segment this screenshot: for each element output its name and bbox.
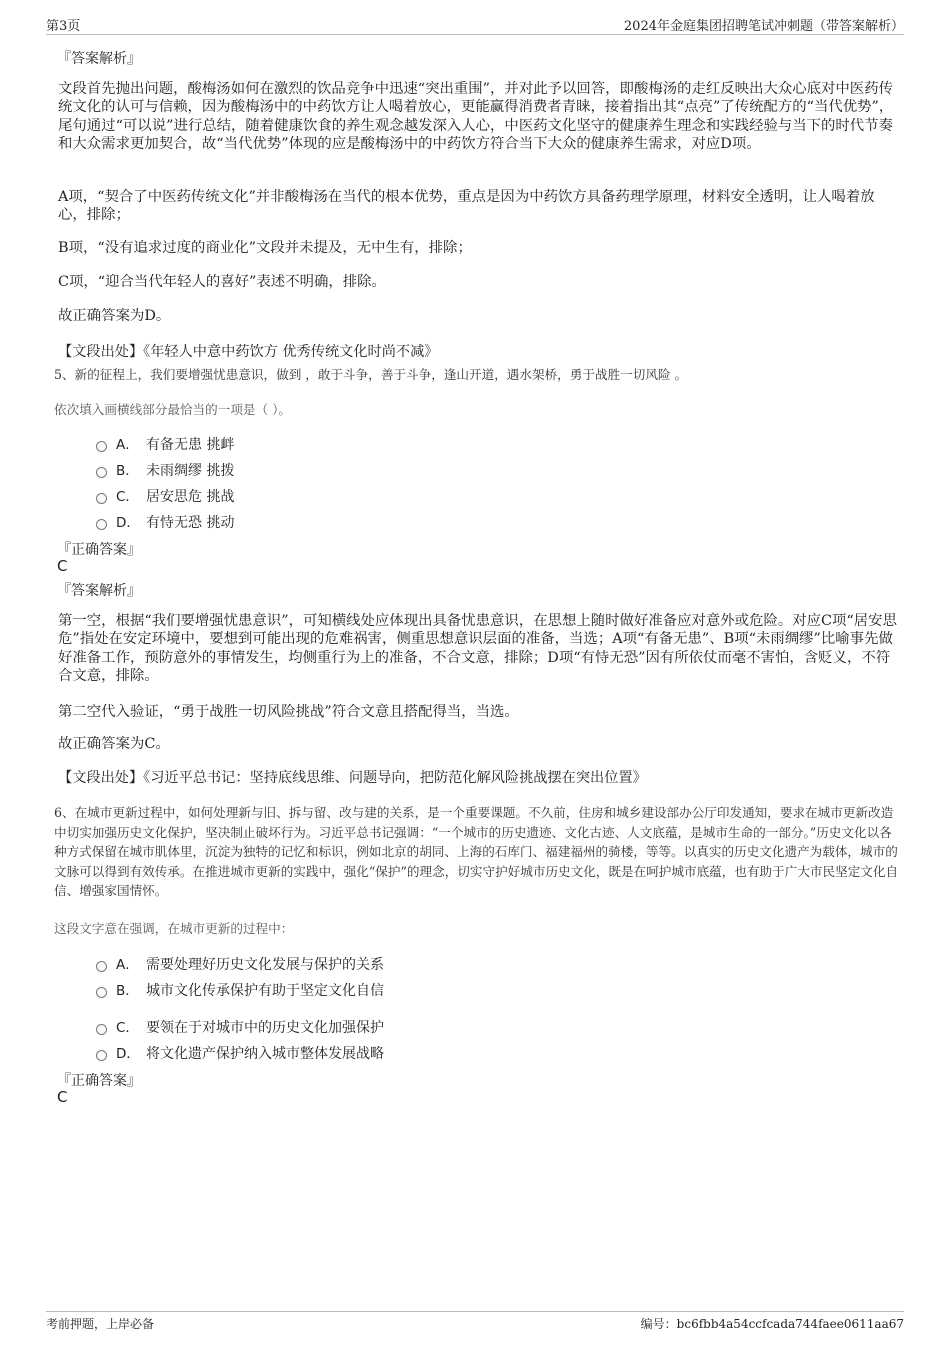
radio-icon[interactable] xyxy=(96,441,107,452)
radio-icon[interactable] xyxy=(96,987,107,998)
correct-answer: C xyxy=(57,557,68,575)
option-c[interactable]: C． 居安思危 挑战 xyxy=(96,485,234,505)
text-source: 【文段出处】《年轻人中意中药饮方 优秀传统文化时尚不减》 xyxy=(58,344,439,360)
page-header xyxy=(46,14,904,35)
question-stem: 6、在城市更新过程中，如何处理新与旧、拆与留、改与建的关系，是一个重要课题。不久前，住房和城乡建设部办公厅印发通知，要求在城市更新改造中切实加强历史文化保护，坚决制止破坏行为。习近平总书记强调：“一个城市的历史遗迹、文化古迹、人文底蕴，是城市生命的一部分。”历史文化以各种方式保留在城市肌体里，沉淀为独特的记忆和标识，例如北京的胡同、上海的石库门、福建福州的骑楼，等等。以真实的历史文化遗产为载体，城市的文脉可以得到有效传承。在推进城市更新的实践中，强化“保护”的理念，切实守护好城市历史文化，既是在呵护城市底蕴，也有助于广大市民坚定文化自信、增强家国情怀。 xyxy=(54,805,899,898)
document-id: 编号：bc6fbb4a54ccfcada744faee0611aa67 xyxy=(640,1317,904,1331)
answer-label: 『正确答案』 xyxy=(57,1073,141,1089)
analysis-paragraph: 第二空代入验证，“勇于战胜一切风险挑战”符合文意且搭配得当，当选。 xyxy=(58,704,519,720)
answer-label: 『正确答案』 xyxy=(57,542,141,558)
analysis-conclusion: 故正确答案为D。 xyxy=(58,308,171,324)
option-b[interactable]: B． 城市文化传承保护有助于坚定文化自信 xyxy=(96,979,384,999)
analysis-paragraph: B项，“没有追求过度的商业化”文段并未提及，无中生有，排除； xyxy=(58,240,472,256)
text-source: 【文段出处】《习近平总书记：坚持底线思维、问题导向，把防范化解风险挑战摆在突出位置》 xyxy=(58,770,647,786)
analysis-paragraph: A项，“契合了中医药传统文化”并非酸梅汤在当代的根本优势，重点是因为中药饮方具备药理学原理，材料安全透明，让人喝着放心，排除； xyxy=(58,189,875,224)
analysis-paragraph: 第一空，根据“我们要增强忧患意识”，可知横线处应体现出具备忧患意识，在思想上随时做好准备应对意外或危险。对应C项“居安思危”指处在安定环境中，要想到可能出现的危难祸害，侧重思想意识层面的准备，当选；A项“有备无患”、B项“未雨绸缪”比喻事先做好准备工作，预防意外的事情发生，均侧重行为上的准备，不合文意，排除；D项“有恃无恐”因有所依仗而毫不害怕，含贬义，不符合文意，排除。 xyxy=(58,613,897,684)
option-a[interactable]: A． 有备无患 挑衅 xyxy=(96,433,234,453)
radio-icon[interactable] xyxy=(96,1050,107,1061)
radio-icon[interactable] xyxy=(96,1024,107,1035)
analysis-label: 『答案解析』 xyxy=(57,51,141,67)
option-d[interactable]: D． 有恃无恐 挑动 xyxy=(96,511,234,531)
option-a[interactable]: A． 需要处理好历史文化发展与保护的关系 xyxy=(96,953,384,973)
question-stem: 5、新的征程上，我们要增强忧患意识，做到 ，敢于斗争，善于斗争，逢山开道，遇水架桥，勇于战胜一切风险 。 xyxy=(54,367,688,382)
analysis-label: 『答案解析』 xyxy=(57,583,141,599)
radio-icon[interactable] xyxy=(96,493,107,504)
footer-slogan: 考前押题，上岸必备 xyxy=(46,1317,155,1331)
question-instruction: 依次填入画横线部分最恰当的一项是（ ）。 xyxy=(54,402,291,417)
question-instruction: 这段文字意在强调，在城市更新的过程中： xyxy=(54,921,294,936)
page-footer xyxy=(46,1311,904,1334)
radio-icon[interactable] xyxy=(96,961,107,972)
analysis-conclusion: 故正确答案为C。 xyxy=(58,736,170,752)
analysis-paragraph: C项，“迎合当代年轻人的喜好”表述不明确，排除。 xyxy=(58,274,386,290)
option-b[interactable]: B． 未雨绸缪 挑拨 xyxy=(96,459,234,479)
radio-icon[interactable] xyxy=(96,519,107,530)
option-d[interactable]: D． 将文化遗产保护纳入城市整体发展战略 xyxy=(96,1042,384,1062)
document-title: 2024年金庭集团招聘笔试冲刺题（带答案解析） xyxy=(623,19,904,34)
page-number: 第3页 xyxy=(46,19,81,34)
option-c[interactable]: C． 要领在于对城市中的历史文化加强保护 xyxy=(96,1016,384,1036)
radio-icon[interactable] xyxy=(96,467,107,478)
analysis-paragraph: 文段首先抛出问题，酸梅汤如何在激烈的饮品竞争中迅速“突出重围”，并对此予以回答，即酸梅汤的走红反映出大众心底对中医药传统文化的认可与信赖，因为酸梅汤中的中药饮方让人喝着放心，更能赢得消费者青睐，接着指出其“点亮”了传统配方的“当代优势”，尾句通过“可以说”进行总结，随着健康饮食的养生观念越发深入人心，中医药文化坚守的健康养生理念和实践经验与当下的时代节奏和大众需求更加契合，故“当代优势”体现的应是酸梅汤中的中药饮方符合当下大众的健康养生需求，对应D项。 xyxy=(58,81,894,152)
correct-answer: C xyxy=(57,1088,68,1106)
